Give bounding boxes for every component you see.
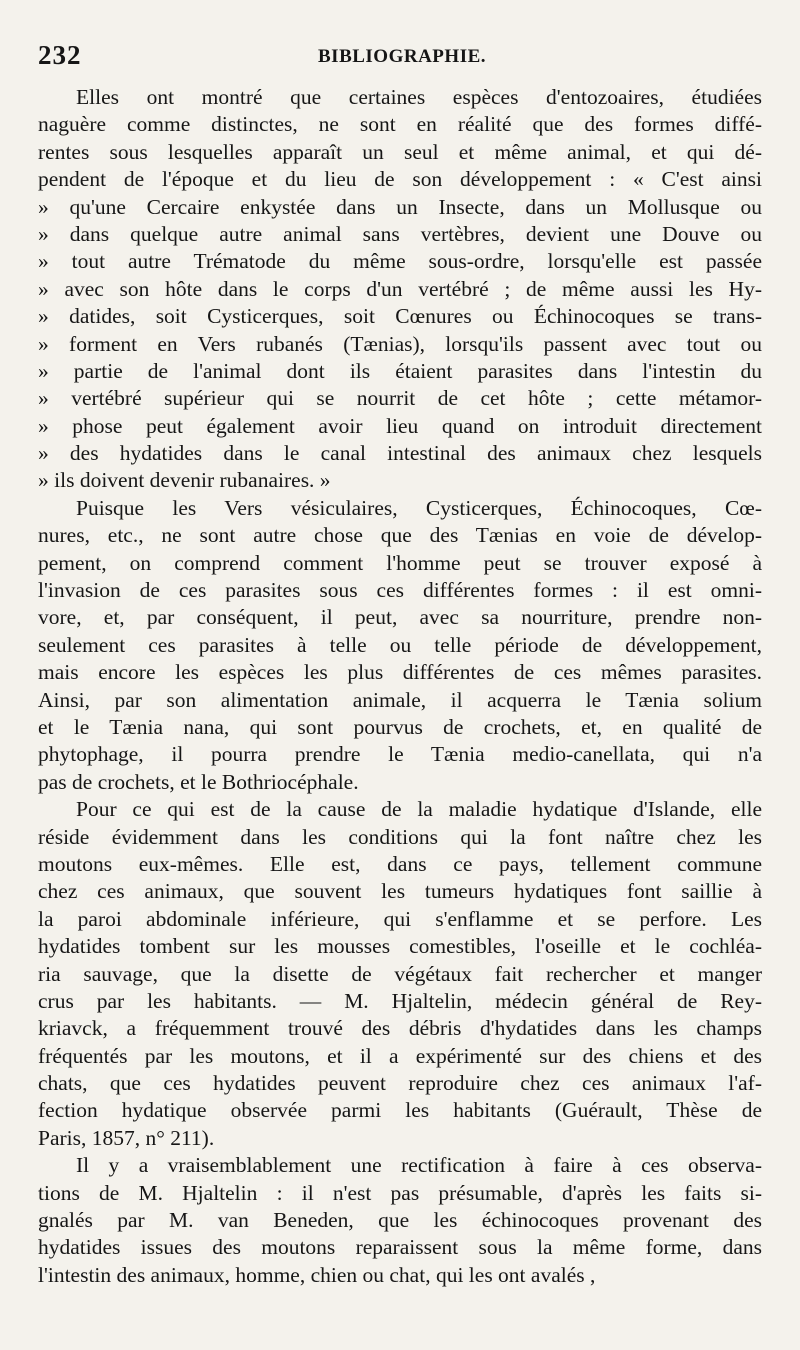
text-line: l'intestin des animaux, homme, chien ou chat, qui les ont avalés , bbox=[38, 1262, 596, 1287]
text-line: pement, on comprend comment l'homme peut se trouver exposé à bbox=[38, 550, 762, 575]
text-line: pas de crochets, et le Bothriocéphale. bbox=[38, 769, 359, 794]
text-line: seulement ces parasites à telle ou telle période de développement, bbox=[38, 632, 762, 657]
text-line: Il y a vraisemblablement une rectification à faire à ces observa- bbox=[76, 1153, 762, 1178]
text-line: crus par les habitants. — M. Hjaltelin, médecin général de Rey- bbox=[38, 988, 762, 1013]
text-line: rentes sous lesquelles apparaît un seul et même animal, et qui dé- bbox=[38, 139, 762, 164]
text-line: » phose peut également avoir lieu quand on introduit directement bbox=[38, 413, 762, 438]
text-line: ria sauvage, que la disette de végétaux fait rechercher et manger bbox=[38, 961, 762, 986]
text-line: » dans quelque autre animal sans vertèbres, devient une Douve ou bbox=[38, 221, 762, 246]
text-line: et le Tænia nana, qui sont pourvus de crochets, et, en qualité de bbox=[38, 714, 762, 739]
text-line: Ainsi, par son alimentation animale, il acquerra le Tænia solium bbox=[38, 687, 762, 712]
text-line: la paroi abdominale inférieure, qui s'enflamme et se perfore. Les bbox=[38, 906, 762, 931]
paragraph bbox=[38, 796, 762, 1152]
text-line: » datides, soit Cysticerques, soit Cœnures ou Échinocoques se trans- bbox=[38, 304, 762, 329]
page-number: 232 bbox=[38, 40, 82, 70]
text-line: » ils doivent devenir rubanaires. » bbox=[38, 468, 331, 493]
text-line: » des hydatides dans le canal intestinal des animaux chez lesquels bbox=[38, 441, 762, 466]
text-line: » vertébré supérieur qui se nourrit de cet hôte ; cette métamor- bbox=[38, 386, 762, 411]
running-head: BIBLIOGRAPHIE. bbox=[318, 46, 487, 67]
text-line: phytophage, il pourra prendre le Tænia medio-canellata, qui n'a bbox=[38, 742, 762, 767]
text-line: kriavck, a fréquemment trouvé des débris d'hydatides dans les champs bbox=[38, 1016, 762, 1041]
text-line: Pour ce qui est de la cause de la maladie hydatique d'Islande, elle bbox=[76, 797, 762, 822]
text-line: pendent de l'époque et du lieu de son développement : « C'est ainsi bbox=[38, 167, 762, 192]
page-header bbox=[38, 36, 762, 76]
text-line: mais encore les espèces les plus différentes de ces mêmes parasites. bbox=[38, 660, 762, 685]
text-line: l'invasion de ces parasites sous ces différentes formes : il est omni- bbox=[38, 578, 762, 603]
text-line: » avec son hôte dans le corps d'un vertébré ; de même aussi les Hy- bbox=[38, 276, 762, 301]
text-line: nures, etc., ne sont autre chose que des Tænias en voie de dévelop- bbox=[38, 523, 762, 548]
body-text bbox=[38, 84, 762, 1289]
text-line: fection hydatique observée parmi les habitants (Guérault, Thèse de bbox=[38, 1098, 762, 1123]
text-line: tions de M. Hjaltelin : il n'est pas présumable, d'après les faits si- bbox=[38, 1180, 762, 1205]
text-line: Elles ont montré que certaines espèces d'entozoaires, étudiées bbox=[76, 85, 762, 109]
text-line: hydatides issues des moutons reparaissent sous la même forme, dans bbox=[38, 1235, 762, 1260]
text-line: chats, que ces hydatides peuvent reproduire chez ces animaux l'af- bbox=[38, 1071, 762, 1096]
text-line: moutons eux-mêmes. Elle est, dans ce pays, tellement commune bbox=[38, 851, 762, 876]
paragraph bbox=[38, 495, 762, 796]
paragraph bbox=[38, 1152, 762, 1289]
text-line: fréquentés par les moutons, et il a expérimenté sur des chiens et des bbox=[38, 1043, 762, 1068]
text-line: Puisque les Vers vésiculaires, Cysticerques, Échinocoques, Cœ- bbox=[76, 495, 762, 520]
paragraph bbox=[38, 84, 762, 495]
text-line: » partie de l'animal dont ils étaient parasites dans l'intestin du bbox=[38, 358, 762, 383]
text-line: gnalés par M. van Beneden, que les échinocoques provenant des bbox=[38, 1208, 762, 1233]
text-line: Paris, 1857, n° 211). bbox=[38, 1125, 215, 1150]
text-line: naguère comme distinctes, ne sont en réalité que des formes diffé- bbox=[38, 112, 762, 137]
text-line: hydatides tombent sur les mousses comestibles, l'oseille et le cochléa- bbox=[38, 934, 762, 959]
text-line: réside évidemment dans les conditions qui la font naître chez les bbox=[38, 824, 762, 849]
text-line: chez ces animaux, que souvent les tumeurs hydatiques font saillie à bbox=[38, 879, 762, 904]
text-line: » forment en Vers rubanés (Tænias), lorsqu'ils passent avec tout ou bbox=[38, 331, 762, 356]
text-line: vore, et, par conséquent, il peut, avec sa nourriture, prendre non- bbox=[38, 605, 762, 630]
text-line: » tout autre Trématode du même sous-ordre, lorsqu'elle est passée bbox=[38, 249, 762, 274]
text-line: » qu'une Cercaire enkystée dans un Insecte, dans un Mollusque ou bbox=[38, 194, 762, 219]
